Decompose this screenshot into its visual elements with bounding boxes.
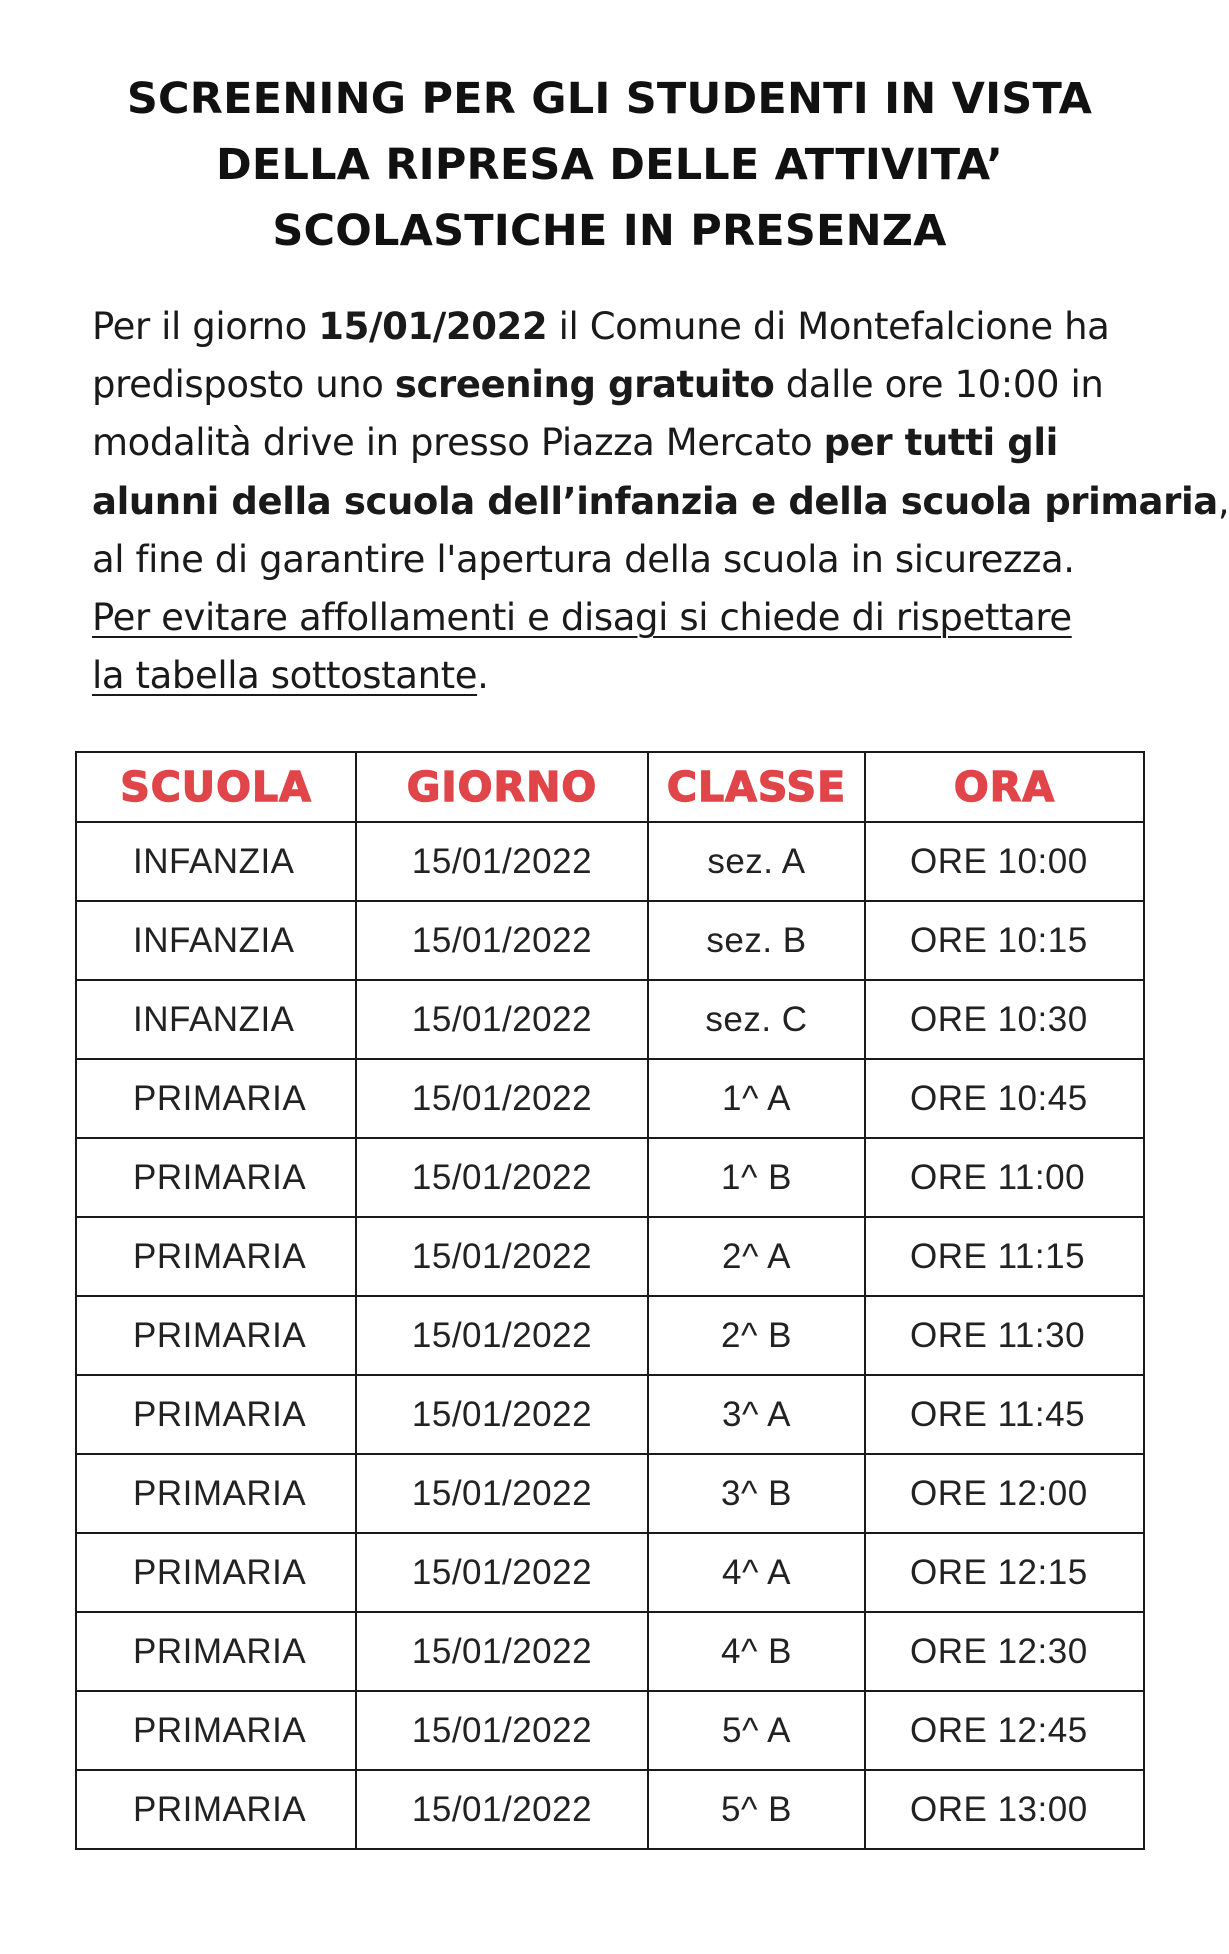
cell-scuola: INFANZIA	[76, 822, 356, 901]
intro-line-1: Per il giorno 15/01/2022 il Comune di Montefalcione ha	[92, 305, 1110, 348]
table-row	[76, 1770, 1144, 1849]
cell-classe: 5^ B	[648, 1770, 865, 1849]
cell-giorno: 15/01/2022	[356, 1217, 648, 1296]
intro-line-6	[92, 589, 1152, 647]
header-giorno: GIORNO	[356, 752, 648, 822]
intro-line-7: la tabella sottostante.	[92, 654, 489, 698]
cell-scuola: PRIMARIA	[76, 1296, 356, 1375]
cell-scuola: PRIMARIA	[76, 1138, 356, 1217]
schedule-table	[75, 751, 1145, 1850]
cell-classe: 3^ A	[648, 1375, 865, 1454]
table-row	[76, 1217, 1144, 1296]
cell-ora: ORE 10:15	[865, 901, 1144, 980]
cell-ora: ORE 12:00	[865, 1454, 1144, 1533]
cell-scuola: INFANZIA	[76, 901, 356, 980]
title-line-3: SCOLASTICHE IN PRESENZA	[272, 206, 947, 256]
cell-giorno: 15/01/2022	[356, 1059, 648, 1138]
cell-ora: ORE 11:00	[865, 1138, 1144, 1217]
cell-scuola: PRIMARIA	[76, 1770, 356, 1849]
table-row	[76, 1059, 1144, 1138]
table-row	[76, 901, 1144, 980]
title-line-1: SCREENING PER GLI STUDENTI IN VISTA	[126, 74, 1093, 124]
table-row	[76, 1296, 1144, 1375]
intro-line-3: modalità drive in presso Piazza Mercato per tutti gli	[92, 421, 1058, 465]
table-header-row	[76, 752, 1144, 822]
header-ora: ORA	[865, 752, 1144, 822]
cell-ora: ORE 12:45	[865, 1691, 1144, 1770]
cell-scuola: PRIMARIA	[76, 1691, 356, 1770]
cell-ora: ORE 13:00	[865, 1770, 1144, 1849]
cell-ora: ORE 10:30	[865, 980, 1144, 1059]
cell-classe: sez. A	[648, 822, 865, 901]
cell-giorno: 15/01/2022	[356, 1612, 648, 1691]
cell-scuola: INFANZIA	[76, 980, 356, 1059]
cell-ora: ORE 10:45	[865, 1059, 1144, 1138]
cell-scuola: PRIMARIA	[76, 1454, 356, 1533]
cell-classe: 4^ B	[648, 1612, 865, 1691]
table-row	[76, 822, 1144, 901]
cell-classe: 2^ B	[648, 1296, 865, 1375]
page-title	[60, 66, 1159, 264]
cell-ora: ORE 11:30	[865, 1296, 1144, 1375]
cell-classe: 4^ A	[648, 1533, 865, 1612]
cell-classe: 1^ A	[648, 1059, 865, 1138]
cell-giorno: 15/01/2022	[356, 1533, 648, 1612]
cell-classe: sez. C	[648, 980, 865, 1059]
cell-scuola: PRIMARIA	[76, 1059, 356, 1138]
intro-line-5: al fine di garantire l'apertura della scuola in sicurezza.	[92, 537, 1075, 581]
cell-giorno: 15/01/2022	[356, 1138, 648, 1217]
cell-ora: ORE 12:15	[865, 1533, 1144, 1612]
cell-scuola: PRIMARIA	[76, 1217, 356, 1296]
target-students: alunni della scuola dell’infanzia e della scuola primaria	[92, 479, 1218, 523]
cell-scuola: PRIMARIA	[76, 1375, 356, 1454]
notice-underlined-end: la tabella sottostante	[92, 654, 478, 698]
table-row	[76, 980, 1144, 1059]
table-row	[76, 1454, 1144, 1533]
cell-giorno: 15/01/2022	[356, 1691, 648, 1770]
cell-ora: ORE 10:00	[865, 822, 1144, 901]
cell-giorno: 15/01/2022	[356, 980, 648, 1059]
cell-ora: ORE 11:45	[865, 1375, 1144, 1454]
intro-line-4: alunni della scuola dell’infanzia e della scuola primaria,	[92, 479, 1229, 523]
notice-underlined: Per evitare affollamenti e disagi si chiede di rispettare	[92, 596, 1072, 640]
cell-giorno: 15/01/2022	[356, 822, 648, 901]
cell-classe: 5^ A	[648, 1691, 865, 1770]
cell-scuola: PRIMARIA	[76, 1612, 356, 1691]
cell-giorno: 15/01/2022	[356, 1296, 648, 1375]
title-line-2: DELLA RIPRESA DELLE ATTIVITA’	[216, 140, 1003, 190]
cell-classe: 1^ B	[648, 1138, 865, 1217]
cell-classe: 2^ A	[648, 1217, 865, 1296]
table-row	[76, 1612, 1144, 1691]
header-classe: CLASSE	[648, 752, 865, 822]
intro-line-2: predisposto uno screening gratuito dalle ore 10:00 in	[92, 363, 1104, 407]
intro-paragraph	[92, 298, 1229, 705]
cell-ora: ORE 12:30	[865, 1612, 1144, 1691]
cell-giorno: 15/01/2022	[356, 1454, 648, 1533]
cell-giorno: 15/01/2022	[356, 1770, 648, 1849]
cell-giorno: 15/01/2022	[356, 1375, 648, 1454]
cell-classe: sez. B	[648, 901, 865, 980]
cell-classe: 3^ B	[648, 1454, 865, 1533]
table-row	[76, 1533, 1144, 1612]
screening-type: screening gratuito	[394, 363, 775, 407]
table-row	[76, 1375, 1144, 1454]
table-row	[76, 1138, 1144, 1217]
table-body	[76, 822, 1144, 1849]
cell-giorno: 15/01/2022	[356, 901, 648, 980]
screening-date: 15/01/2022	[318, 305, 548, 348]
cell-ora: ORE 11:15	[865, 1217, 1144, 1296]
table-row	[76, 1691, 1144, 1770]
cell-scuola: PRIMARIA	[76, 1533, 356, 1612]
header-scuola: SCUOLA	[76, 752, 356, 822]
